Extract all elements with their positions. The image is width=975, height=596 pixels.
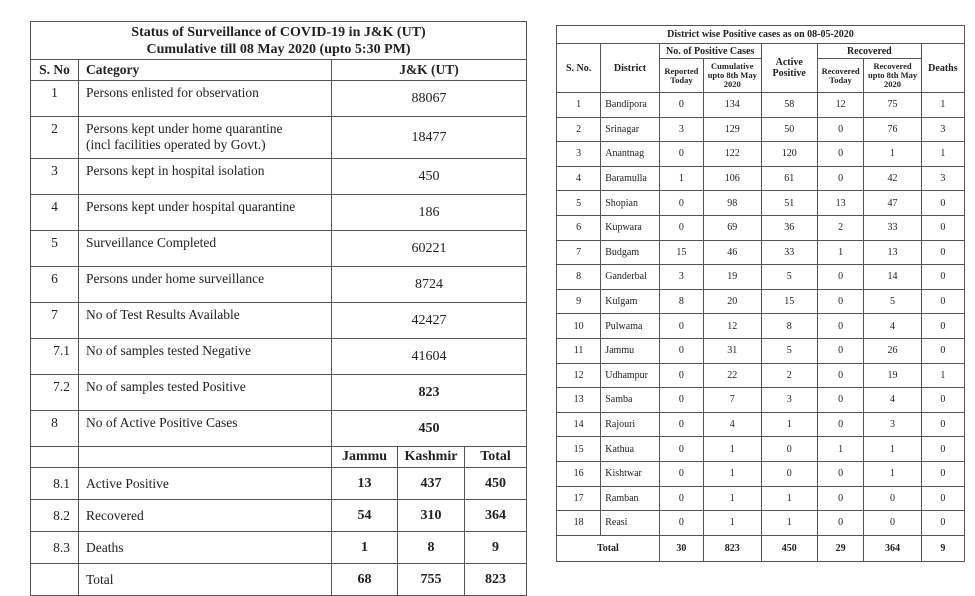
row-value: 88067 xyxy=(332,81,527,117)
sub-row xyxy=(31,468,527,500)
category-text-line2: (incl facilities operated by Govt.) xyxy=(86,137,266,152)
category-text: Persons kept under home quarantine xyxy=(86,121,283,136)
district-cell: 1 xyxy=(557,93,601,118)
district-name: Baramulla xyxy=(601,166,660,191)
district-cell: 50 xyxy=(761,117,817,142)
table-row xyxy=(31,159,527,195)
sub-row-total: 364 xyxy=(465,500,527,532)
row-sno: 7 xyxy=(31,303,79,339)
sub-row-category: Recovered xyxy=(79,500,332,532)
district-row xyxy=(557,486,965,511)
district-name: Udhampur xyxy=(601,363,660,388)
table-row xyxy=(31,411,527,447)
district-cell: 12 xyxy=(817,93,863,118)
sub-row-total: 823 xyxy=(465,564,527,596)
district-cell: 0 xyxy=(659,93,703,118)
district-cell: 0 xyxy=(817,486,863,511)
sub-header-blank xyxy=(79,447,332,468)
total-cell: 364 xyxy=(864,535,921,561)
row-sno: 7.2 xyxy=(31,375,79,411)
col-cumulative: Cumulative upto 8th May 2020 xyxy=(704,59,761,93)
row-value: 42427 xyxy=(332,303,527,339)
district-cell: 0 xyxy=(921,486,964,511)
col-recovered-today: Recovered Today xyxy=(817,59,863,93)
district-cell: 1 xyxy=(761,511,817,536)
district-name: Jammu xyxy=(601,338,660,363)
district-cell: 8 xyxy=(557,265,601,290)
district-cell: 0 xyxy=(659,215,703,240)
table-row xyxy=(31,375,527,411)
district-cell: 0 xyxy=(921,240,964,265)
surveillance-table xyxy=(30,21,527,596)
district-cell: 26 xyxy=(864,338,921,363)
district-name: Ganderbal xyxy=(601,265,660,290)
district-cell: 13 xyxy=(864,240,921,265)
district-row xyxy=(557,388,965,413)
sub-row-kashmir: 437 xyxy=(398,468,465,500)
table-row xyxy=(31,81,527,117)
district-cell: 11 xyxy=(557,338,601,363)
district-cell: 1 xyxy=(817,240,863,265)
row-category xyxy=(79,411,332,447)
sub-row-jammu: 68 xyxy=(332,564,398,596)
district-cell: 6 xyxy=(557,215,601,240)
district-cell: 1 xyxy=(921,363,964,388)
district-cell: 19 xyxy=(864,363,921,388)
sub-row-category: Deaths xyxy=(79,532,332,564)
row-sno: 6 xyxy=(31,267,79,303)
surveillance-title-line1: Status of Surveillance of COVID-19 in J&K (UT) xyxy=(131,24,426,40)
district-cell: 0 xyxy=(761,437,817,462)
district-cell: 1 xyxy=(864,142,921,167)
district-cell: 0 xyxy=(921,511,964,536)
category-text: Persons kept in hospital isolation xyxy=(86,163,265,178)
district-cell: 76 xyxy=(864,117,921,142)
district-cell: 4 xyxy=(557,166,601,191)
district-cell: 0 xyxy=(817,265,863,290)
district-name: Pulwama xyxy=(601,314,660,339)
district-row xyxy=(557,511,965,536)
district-cell: 1 xyxy=(761,486,817,511)
district-cell: 14 xyxy=(864,265,921,290)
district-total-row xyxy=(557,535,965,561)
district-cell: 0 xyxy=(921,461,964,486)
row-category xyxy=(79,81,332,117)
sub-row-jammu: 54 xyxy=(332,500,398,532)
row-category xyxy=(79,231,332,267)
district-cell: 47 xyxy=(864,191,921,216)
sub-row-jammu: 1 xyxy=(332,532,398,564)
district-cell: 0 xyxy=(659,486,703,511)
col-district: District xyxy=(601,44,660,93)
district-cell: 33 xyxy=(864,215,921,240)
district-title: District wise Positive cases as on 08-05-2020 xyxy=(557,26,965,44)
sub-row-total: 450 xyxy=(465,468,527,500)
row-sno: 4 xyxy=(31,195,79,231)
row-category xyxy=(79,267,332,303)
sub-row-sno: 8.2 xyxy=(31,500,79,532)
district-name: Kathua xyxy=(601,437,660,462)
district-cell: 0 xyxy=(817,388,863,413)
district-cell: 0 xyxy=(761,461,817,486)
row-category xyxy=(79,117,332,159)
total-cell: 9 xyxy=(921,535,964,561)
row-value: 450 xyxy=(332,411,527,447)
district-cell: 4 xyxy=(864,388,921,413)
district-cell: 0 xyxy=(659,461,703,486)
sub-row-kashmir: 755 xyxy=(398,564,465,596)
row-value: 8724 xyxy=(332,267,527,303)
sub-row-jammu: 13 xyxy=(332,468,398,500)
district-cell: 0 xyxy=(921,437,964,462)
district-cell: 16 xyxy=(557,461,601,486)
district-cell: 0 xyxy=(817,511,863,536)
district-cell: 0 xyxy=(921,314,964,339)
district-row xyxy=(557,314,965,339)
district-name: Budgam xyxy=(601,240,660,265)
total-label: Total xyxy=(557,535,660,561)
category-text: No of Active Positive Cases xyxy=(86,415,238,430)
category-text: Persons kept under hospital quarantine xyxy=(86,199,296,214)
district-cell: 1 xyxy=(704,511,761,536)
district-name: Ramban xyxy=(601,486,660,511)
row-value: 41604 xyxy=(332,339,527,375)
district-cell: 1 xyxy=(704,437,761,462)
sub-header-row xyxy=(31,447,527,468)
district-cell: 1 xyxy=(921,142,964,167)
district-cell: 0 xyxy=(864,511,921,536)
district-cell: 3 xyxy=(659,117,703,142)
sub-row-sno: 8.3 xyxy=(31,532,79,564)
row-sno: 1 xyxy=(31,81,79,117)
district-row xyxy=(557,191,965,216)
district-cell: 15 xyxy=(659,240,703,265)
sub-row-kashmir: 310 xyxy=(398,500,465,532)
district-cell: 1 xyxy=(817,437,863,462)
district-cell: 19 xyxy=(704,265,761,290)
table-row xyxy=(31,303,527,339)
district-name: Samba xyxy=(601,388,660,413)
district-row xyxy=(557,338,965,363)
district-cell: 120 xyxy=(761,142,817,167)
district-cell: 5 xyxy=(761,265,817,290)
district-cell: 3 xyxy=(921,166,964,191)
category-text: Persons under home surveillance xyxy=(86,271,265,286)
col-sno: S. No. xyxy=(557,44,601,93)
district-cell: 0 xyxy=(817,142,863,167)
district-cell: 0 xyxy=(659,363,703,388)
district-row xyxy=(557,117,965,142)
district-cell: 33 xyxy=(761,240,817,265)
district-cell: 14 xyxy=(557,412,601,437)
category-text: No of samples tested Negative xyxy=(86,343,251,358)
col-active: Active Positive xyxy=(761,44,817,93)
table-row xyxy=(31,195,527,231)
district-cell: 61 xyxy=(761,166,817,191)
district-cell: 42 xyxy=(864,166,921,191)
district-cell: 2 xyxy=(761,363,817,388)
col-group-positive: No. of Positive Cases xyxy=(659,44,761,59)
district-cell: 0 xyxy=(659,142,703,167)
district-cell: 3 xyxy=(864,412,921,437)
district-cell: 13 xyxy=(817,191,863,216)
district-cell: 122 xyxy=(704,142,761,167)
district-cell: 1 xyxy=(704,486,761,511)
district-cell: 1 xyxy=(761,412,817,437)
category-text: No of samples tested Positive xyxy=(86,379,246,394)
district-cell: 0 xyxy=(659,388,703,413)
district-row xyxy=(557,437,965,462)
district-cell: 0 xyxy=(659,511,703,536)
col-recovered-cum: Recovered upto 8th May 2020 xyxy=(864,59,921,93)
district-name: Anantnag xyxy=(601,142,660,167)
col-reported-today: Reported Today xyxy=(659,59,703,93)
surveillance-header-row xyxy=(31,60,527,81)
surveillance-sub-rows xyxy=(31,468,527,596)
district-cell: 3 xyxy=(921,117,964,142)
district-cell: 12 xyxy=(704,314,761,339)
header-sno: S. No xyxy=(31,60,79,81)
district-cell: 2 xyxy=(557,117,601,142)
district-cell: 0 xyxy=(817,338,863,363)
district-cell: 129 xyxy=(704,117,761,142)
district-cell: 0 xyxy=(817,461,863,486)
district-cell: 0 xyxy=(921,338,964,363)
total-cell: 29 xyxy=(817,535,863,561)
district-name: Shopian xyxy=(601,191,660,216)
district-cell: 1 xyxy=(864,437,921,462)
row-value: 450 xyxy=(332,159,527,195)
sub-row-sno: 8.1 xyxy=(31,468,79,500)
row-value: 60221 xyxy=(332,231,527,267)
district-cell: 0 xyxy=(864,486,921,511)
district-name: Kupwara xyxy=(601,215,660,240)
district-cell: 9 xyxy=(557,289,601,314)
sub-row xyxy=(31,500,527,532)
district-name: Bandipora xyxy=(601,93,660,118)
district-cell: 1 xyxy=(864,461,921,486)
district-cell: 20 xyxy=(704,289,761,314)
district-row xyxy=(557,93,965,118)
district-name: Srinagar xyxy=(601,117,660,142)
district-cell: 4 xyxy=(864,314,921,339)
category-text: Surveillance Completed xyxy=(86,235,217,250)
district-cell: 3 xyxy=(761,388,817,413)
category-text: Persons enlisted for observation xyxy=(86,85,259,100)
district-cell: 58 xyxy=(761,93,817,118)
row-sno: 5 xyxy=(31,231,79,267)
table-row xyxy=(31,339,527,375)
district-cell: 1 xyxy=(704,461,761,486)
district-cell: 12 xyxy=(557,363,601,388)
row-sno: 7.1 xyxy=(31,339,79,375)
row-sno: 2 xyxy=(31,117,79,159)
district-cell: 10 xyxy=(557,314,601,339)
district-cell: 7 xyxy=(557,240,601,265)
district-cell: 0 xyxy=(659,412,703,437)
district-cell: 31 xyxy=(704,338,761,363)
row-category xyxy=(79,339,332,375)
district-cell: 0 xyxy=(921,191,964,216)
district-row xyxy=(557,265,965,290)
table-row xyxy=(31,267,527,303)
district-cell: 13 xyxy=(557,388,601,413)
district-cell: 0 xyxy=(659,338,703,363)
district-rows xyxy=(557,93,965,536)
district-cell: 15 xyxy=(761,289,817,314)
category-text: No of Test Results Available xyxy=(86,307,240,322)
district-row xyxy=(557,461,965,486)
district-cell: 1 xyxy=(921,93,964,118)
row-value: 18477 xyxy=(332,117,527,159)
district-cell: 22 xyxy=(704,363,761,388)
row-value: 823 xyxy=(332,375,527,411)
sub-row xyxy=(31,564,527,596)
district-cell: 7 xyxy=(704,388,761,413)
sub-header-jammu: Jammu xyxy=(332,447,398,468)
header-jk: J&K (UT) xyxy=(332,60,527,81)
table-row xyxy=(31,117,527,159)
surveillance-rows xyxy=(31,81,527,447)
row-sno: 3 xyxy=(31,159,79,195)
district-cell: 0 xyxy=(817,363,863,388)
district-cell: 5 xyxy=(864,289,921,314)
header-category: Category xyxy=(79,60,332,81)
district-cell: 46 xyxy=(704,240,761,265)
sub-header-blank xyxy=(31,447,79,468)
district-cell: 0 xyxy=(921,215,964,240)
row-value: 186 xyxy=(332,195,527,231)
sub-header-kashmir: Kashmir xyxy=(398,447,465,468)
district-row xyxy=(557,289,965,314)
sub-row-category: Active Positive xyxy=(79,468,332,500)
sub-row-kashmir: 8 xyxy=(398,532,465,564)
district-row xyxy=(557,240,965,265)
district-cell: 69 xyxy=(704,215,761,240)
district-cell: 0 xyxy=(921,388,964,413)
district-cell: 0 xyxy=(659,191,703,216)
district-cell: 1 xyxy=(659,166,703,191)
district-cell: 8 xyxy=(761,314,817,339)
district-cell: 5 xyxy=(557,191,601,216)
district-cell: 18 xyxy=(557,511,601,536)
district-cell: 5 xyxy=(761,338,817,363)
district-cell: 0 xyxy=(817,314,863,339)
district-cell: 0 xyxy=(921,289,964,314)
sub-header-total: Total xyxy=(465,447,527,468)
district-name: Kishtwar xyxy=(601,461,660,486)
sub-row xyxy=(31,532,527,564)
district-cell: 3 xyxy=(659,265,703,290)
row-category xyxy=(79,195,332,231)
district-cell: 17 xyxy=(557,486,601,511)
district-cell: 15 xyxy=(557,437,601,462)
district-name: Kulgam xyxy=(601,289,660,314)
col-deaths: Deaths xyxy=(921,44,964,93)
row-sno: 8 xyxy=(31,411,79,447)
sub-row-total: 9 xyxy=(465,532,527,564)
district-cell: 0 xyxy=(817,412,863,437)
total-cell: 30 xyxy=(659,535,703,561)
district-row xyxy=(557,412,965,437)
district-name: Reasi xyxy=(601,511,660,536)
total-cell: 823 xyxy=(704,535,761,561)
district-cell: 98 xyxy=(704,191,761,216)
district-cell: 0 xyxy=(921,412,964,437)
district-cell: 0 xyxy=(921,265,964,290)
district-cell: 3 xyxy=(557,142,601,167)
row-category xyxy=(79,303,332,339)
district-cell: 51 xyxy=(761,191,817,216)
district-cell: 8 xyxy=(659,289,703,314)
district-cell: 0 xyxy=(659,437,703,462)
district-row xyxy=(557,215,965,240)
district-cell: 106 xyxy=(704,166,761,191)
table-row xyxy=(31,231,527,267)
sub-row-sno xyxy=(31,564,79,596)
district-cell: 4 xyxy=(704,412,761,437)
district-cell: 36 xyxy=(761,215,817,240)
district-cell: 0 xyxy=(817,289,863,314)
district-row xyxy=(557,166,965,191)
district-name: Rajouri xyxy=(601,412,660,437)
district-table xyxy=(556,25,965,562)
col-group-recovered: Recovered xyxy=(817,44,921,59)
surveillance-title xyxy=(31,22,527,60)
district-row xyxy=(557,142,965,167)
total-cell: 450 xyxy=(761,535,817,561)
district-cell: 0 xyxy=(817,166,863,191)
surveillance-title-line2: Cumulative till 08 May 2020 (upto 5:30 PM) xyxy=(146,41,411,57)
row-category xyxy=(79,375,332,411)
district-cell: 134 xyxy=(704,93,761,118)
district-cell: 0 xyxy=(659,314,703,339)
district-row xyxy=(557,363,965,388)
district-cell: 75 xyxy=(864,93,921,118)
row-category xyxy=(79,159,332,195)
district-cell: 0 xyxy=(817,117,863,142)
sub-row-category: Total xyxy=(79,564,332,596)
district-cell: 2 xyxy=(817,215,863,240)
